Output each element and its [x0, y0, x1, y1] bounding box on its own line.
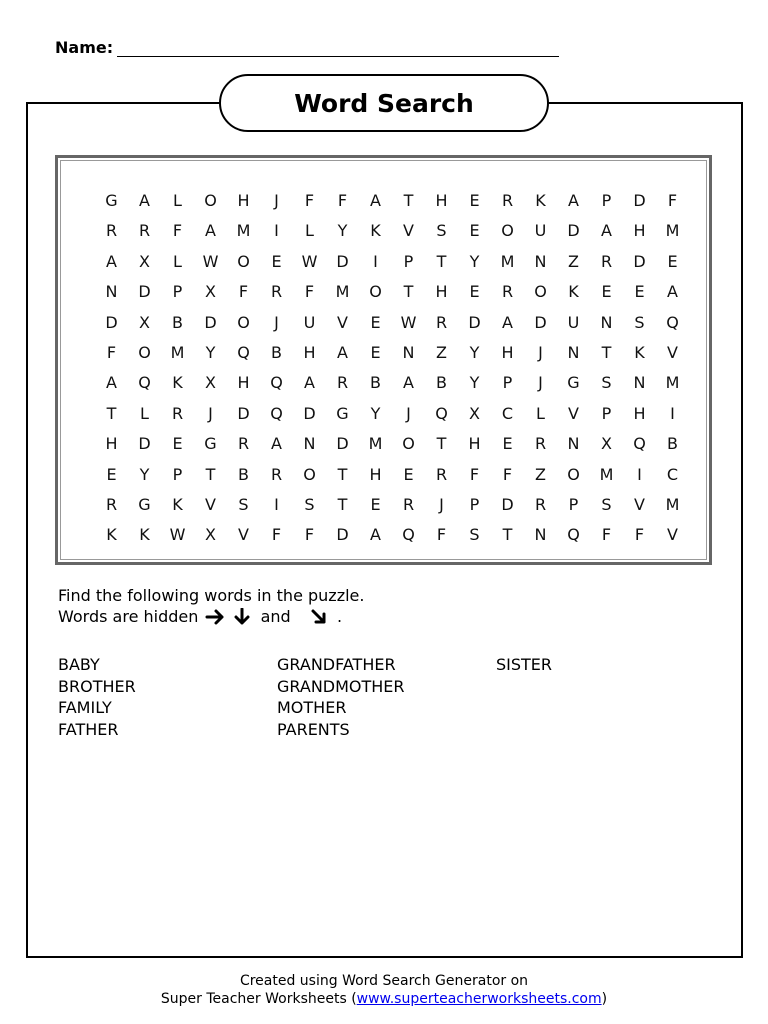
grid-cell[interactable]: E — [469, 282, 480, 302]
grid-cell[interactable]: R — [600, 251, 613, 271]
footer-suffix: ) — [601, 991, 608, 1007]
grid-cell[interactable]: K — [106, 525, 117, 545]
grid-cell[interactable]: D — [138, 282, 151, 302]
grid-cell[interactable]: N — [534, 251, 547, 271]
grid-cell[interactable]: T — [403, 282, 414, 302]
grid-cell[interactable]: J — [538, 342, 543, 362]
grid-cell[interactable]: I — [637, 464, 642, 484]
grid-cell[interactable]: F — [634, 525, 645, 545]
grid-cell[interactable]: M — [236, 221, 251, 241]
name-field — [55, 38, 559, 57]
grid-cell[interactable]: V — [403, 221, 414, 241]
grid-cell[interactable]: P — [601, 403, 612, 423]
grid-cell[interactable]: S — [469, 525, 480, 545]
grid-cell[interactable]: N — [303, 434, 316, 454]
grid-cell[interactable]: Q — [270, 373, 283, 393]
word-list-item: FATHER — [58, 719, 119, 739]
grid-cell[interactable]: Y — [469, 342, 480, 362]
grid-cell[interactable]: U — [567, 312, 580, 332]
grid-cell[interactable]: A — [106, 373, 117, 393]
grid-cell[interactable]: D — [204, 312, 217, 332]
grid-cell[interactable]: Q — [633, 434, 646, 454]
grid-cell[interactable]: R — [105, 494, 118, 514]
grid-cell[interactable]: D — [534, 312, 547, 332]
grid-cell[interactable]: K — [535, 191, 546, 210]
grid-cell[interactable]: F — [667, 191, 678, 210]
grid-cell[interactable]: X — [139, 251, 150, 271]
grid-cell[interactable]: M — [335, 282, 350, 302]
grid-cell[interactable]: W — [202, 251, 219, 271]
grid-cell[interactable]: I — [373, 251, 378, 271]
grid-cell[interactable]: D — [633, 251, 646, 271]
grid-cell[interactable]: C — [666, 464, 679, 484]
grid-cell[interactable]: K — [139, 525, 150, 545]
instructions-and: and — [260, 607, 291, 626]
arrow-right-icon — [205, 608, 227, 626]
grid-cell[interactable]: G — [105, 191, 118, 210]
word-list-column-3 — [496, 654, 552, 676]
grid-cell[interactable]: R — [138, 221, 151, 241]
grid-cell[interactable]: F — [106, 342, 117, 362]
instructions-prefix: Words are hidden — [58, 607, 199, 626]
grid-cell[interactable]: R — [171, 403, 184, 423]
footer-line2 — [0, 990, 768, 1008]
grid-cell[interactable]: F — [436, 525, 447, 545]
grid-cell[interactable]: G — [567, 373, 580, 393]
grid-cell[interactable]: S — [304, 494, 315, 514]
grid-cell[interactable]: F — [304, 525, 315, 545]
grid-cell[interactable]: J — [439, 494, 444, 514]
grid-cell[interactable]: H — [633, 403, 646, 423]
grid-cell[interactable]: Z — [568, 251, 579, 271]
word-list-item: GRANDFATHER — [277, 655, 396, 674]
grid-cell[interactable]: D — [468, 312, 481, 332]
grid-cell[interactable]: F — [304, 282, 315, 302]
instructions-line2 — [58, 606, 364, 627]
grid-cell[interactable]: Y — [370, 403, 381, 423]
grid-cell[interactable]: A — [337, 342, 348, 362]
grid-cell[interactable]: H — [237, 191, 250, 210]
grid-cell[interactable]: Y — [337, 221, 348, 241]
grid-cell[interactable]: H — [303, 342, 316, 362]
grid-cell[interactable]: V — [634, 494, 645, 514]
grid-cell[interactable]: N — [567, 434, 580, 454]
grid-cell[interactable]: Q — [270, 403, 283, 423]
grid-cell[interactable]: D — [138, 434, 151, 454]
grid-cell[interactable]: H — [501, 342, 514, 362]
grid-cell[interactable]: H — [435, 191, 448, 210]
grid-cell[interactable]: P — [403, 251, 414, 271]
grid-cell[interactable]: A — [370, 191, 381, 210]
grid-cell[interactable]: X — [205, 282, 216, 302]
footer — [0, 972, 768, 1008]
grid-cell[interactable]: J — [538, 373, 543, 393]
word-list-column-2 — [277, 654, 405, 740]
name-line[interactable] — [117, 40, 559, 57]
grid-cell[interactable]: O — [402, 434, 415, 454]
grid-cell[interactable]: S — [601, 494, 612, 514]
grid-cell[interactable]: N — [600, 312, 613, 332]
grid-cell[interactable]: H — [435, 282, 448, 302]
grid-cell[interactable]: Z — [436, 342, 447, 362]
grid-cell[interactable]: N — [633, 373, 646, 393]
grid-cell[interactable]: D — [303, 403, 316, 423]
grid-cell[interactable]: E — [469, 191, 480, 210]
grid-cell[interactable]: H — [468, 434, 481, 454]
grid-cell[interactable]: S — [436, 221, 447, 241]
grid-cell[interactable]: D — [237, 403, 250, 423]
grid-cell[interactable]: P — [502, 373, 513, 393]
grid-cell[interactable]: T — [403, 191, 414, 210]
grid-cell[interactable]: O — [138, 342, 151, 362]
grid-cell[interactable]: S — [238, 494, 249, 514]
grid-cell[interactable]: L — [536, 403, 545, 423]
grid-cell[interactable]: T — [436, 434, 447, 454]
grid-cell[interactable]: P — [601, 191, 612, 210]
grid-cell[interactable]: F — [238, 282, 249, 302]
grid-cell[interactable]: V — [238, 525, 249, 545]
grid-cell[interactable]: L — [173, 191, 182, 210]
instructions-suffix: . — [337, 607, 343, 626]
grid-cell[interactable]: P — [568, 494, 579, 514]
grid-cell[interactable]: Y — [205, 342, 216, 362]
grid-cell[interactable]: R — [534, 494, 547, 514]
grid-cell[interactable]: O — [237, 251, 250, 271]
grid-cell[interactable]: E — [667, 251, 678, 271]
grid-cell[interactable]: Q — [237, 342, 250, 362]
grid-cell[interactable]: T — [337, 494, 348, 514]
title-banner — [219, 74, 549, 132]
grid-cell[interactable]: Q — [567, 525, 580, 545]
grid-cell[interactable]: Z — [535, 464, 546, 484]
grid-cell[interactable]: E — [403, 464, 414, 484]
grid-cell[interactable]: G — [336, 403, 349, 423]
grid-cell[interactable]: B — [238, 464, 249, 484]
grid-cell[interactable]: A — [205, 221, 216, 241]
grid-cell[interactable]: R — [237, 434, 250, 454]
grid-cell[interactable]: Q — [435, 403, 448, 423]
grid-cell[interactable]: R — [534, 434, 547, 454]
grid-cell[interactable]: P — [172, 282, 183, 302]
grid-cell[interactable]: X — [469, 403, 480, 423]
grid-cell[interactable]: T — [205, 464, 216, 484]
grid-cell[interactable]: E — [634, 282, 645, 302]
grid-cell[interactable]: K — [634, 342, 645, 362]
grid-cell[interactable]: O — [534, 282, 547, 302]
grid-cell[interactable]: A — [271, 434, 282, 454]
grid-cell[interactable]: F — [304, 191, 315, 210]
grid-cell[interactable]: X — [601, 434, 612, 454]
arrow-down-right-icon — [308, 608, 330, 626]
grid-cell[interactable]: Y — [469, 251, 480, 271]
name-label: Name: — [55, 38, 114, 57]
arrow-down-icon — [231, 608, 253, 626]
grid-cell[interactable]: V — [667, 525, 678, 545]
grid-cell[interactable]: X — [205, 373, 216, 393]
grid-cell[interactable]: X — [205, 525, 216, 545]
grid-cell[interactable]: D — [633, 191, 646, 210]
word-list-column-1 — [58, 654, 136, 740]
grid-cell[interactable]: K — [172, 494, 183, 514]
grid-cell[interactable]: E — [370, 312, 381, 332]
grid-cell[interactable]: M — [170, 342, 185, 362]
grid-cell[interactable]: F — [502, 464, 513, 484]
grid-cell[interactable]: G — [204, 434, 217, 454]
grid-cell[interactable]: E — [172, 434, 183, 454]
grid-cell[interactable]: E — [370, 494, 381, 514]
word-list-item: BABY — [58, 655, 100, 674]
grid-cell[interactable]: R — [270, 282, 283, 302]
grid-cell[interactable]: P — [172, 464, 183, 484]
grid-cell[interactable]: N — [534, 525, 547, 545]
word-list-item: MOTHER — [277, 698, 347, 717]
grid-cell[interactable]: S — [601, 373, 612, 393]
grid-cell[interactable]: O — [303, 464, 316, 484]
grid-cell[interactable]: M — [665, 221, 680, 241]
grid-cell[interactable]: U — [534, 221, 547, 241]
grid-cell[interactable]: B — [172, 312, 183, 332]
grid-cell[interactable]: L — [140, 403, 149, 423]
footer-prefix: Super Teacher Worksheets ( — [160, 991, 357, 1007]
grid-cell[interactable]: B — [370, 373, 381, 393]
instructions-line1: Find the following words in the puzzle. — [58, 586, 365, 605]
grid-cell[interactable]: V — [337, 312, 348, 332]
grid-cell[interactable]: F — [601, 525, 612, 545]
grid-cell[interactable]: A — [502, 312, 513, 332]
grid-cell[interactable]: I — [274, 221, 279, 241]
grid-cell[interactable]: L — [173, 251, 182, 271]
grid-cell[interactable]: S — [634, 312, 645, 332]
grid-cell[interactable]: E — [469, 221, 480, 241]
grid-cell[interactable]: V — [205, 494, 216, 514]
grid-cell[interactable]: U — [303, 312, 316, 332]
grid-cell[interactable]: M — [599, 464, 614, 484]
grid-cell[interactable]: R — [501, 282, 514, 302]
grid-cell[interactable]: J — [208, 403, 213, 423]
word-list-item: GRANDMOTHER — [277, 676, 405, 696]
grid-cell[interactable]: O — [237, 312, 250, 332]
grid-cell[interactable]: D — [105, 312, 118, 332]
grid-cell[interactable]: K — [370, 221, 381, 241]
grid-cell[interactable]: N — [567, 342, 580, 362]
grid-cell[interactable]: G — [138, 494, 151, 514]
grid-cell[interactable]: M — [665, 494, 680, 514]
grid-cell[interactable]: J — [274, 312, 279, 332]
grid-cell[interactable]: M — [368, 434, 383, 454]
grid-cell[interactable]: R — [435, 464, 448, 484]
grid-cell[interactable]: F — [469, 464, 480, 484]
grid-cell[interactable]: C — [501, 403, 514, 423]
grid-cell[interactable]: N — [402, 342, 415, 362]
grid-cell[interactable]: R — [402, 494, 415, 514]
grid-cell[interactable]: A — [139, 191, 150, 210]
grid-cell[interactable]: T — [502, 525, 513, 545]
grid-cell[interactable]: Q — [138, 373, 151, 393]
puzzle-box — [55, 155, 712, 565]
letter-grid — [95, 186, 689, 551]
grid-cell[interactable]: N — [105, 282, 118, 302]
grid-cell[interactable]: I — [670, 403, 675, 423]
grid-cell[interactable]: L — [305, 221, 314, 241]
grid-cell[interactable]: W — [169, 525, 186, 545]
grid-cell[interactable]: M — [500, 251, 515, 271]
grid-cell[interactable]: T — [601, 342, 612, 362]
grid-cell[interactable]: O — [204, 191, 217, 210]
page-title: Word Search — [294, 88, 474, 118]
grid-cell[interactable]: E — [370, 342, 381, 362]
word-list-item: FAMILY — [58, 698, 112, 717]
grid-cell[interactable]: W — [301, 251, 318, 271]
grid-cell[interactable]: F — [271, 525, 282, 545]
grid-cell[interactable]: E — [502, 434, 513, 454]
grid-cell[interactable]: A — [568, 191, 579, 210]
footer-line1: Created using Word Search Generator on — [239, 973, 529, 989]
grid-cell[interactable]: T — [106, 403, 117, 423]
footer-link[interactable]: www.superteacherworksheets.com — [356, 991, 602, 1007]
instructions — [58, 585, 364, 627]
grid-cell[interactable]: J — [274, 191, 279, 210]
grid-cell[interactable]: H — [105, 434, 118, 454]
grid-cell[interactable]: H — [237, 373, 250, 393]
grid-cell[interactable]: V — [667, 342, 678, 362]
word-list-item: PARENTS — [277, 719, 350, 739]
word-list-item: SISTER — [496, 655, 553, 674]
grid-cell[interactable]: D — [336, 434, 349, 454]
grid-cell[interactable]: D — [567, 221, 580, 241]
grid-cell[interactable]: A — [304, 373, 315, 393]
grid-cell[interactable]: D — [501, 494, 514, 514]
grid-cell[interactable]: X — [139, 312, 150, 332]
grid-cell[interactable]: Q — [402, 525, 415, 545]
grid-cell[interactable]: O — [369, 282, 382, 302]
grid-cell[interactable]: R — [270, 464, 283, 484]
grid-cell[interactable]: D — [336, 525, 349, 545]
grid-cell[interactable]: M — [665, 373, 680, 393]
grid-cell[interactable]: K — [172, 373, 183, 393]
grid-cell[interactable]: V — [568, 403, 579, 423]
grid-cell[interactable]: F — [172, 221, 183, 241]
grid-cell[interactable]: O — [567, 464, 580, 484]
grid-cell[interactable]: A — [403, 373, 414, 393]
word-list-item: BROTHER — [58, 676, 136, 696]
grid-cell[interactable]: R — [105, 221, 118, 241]
grid-cell[interactable]: B — [667, 434, 678, 454]
grid-cell[interactable]: D — [336, 251, 349, 271]
grid-cell[interactable]: H — [633, 221, 646, 241]
grid-cell[interactable]: T — [436, 251, 447, 271]
grid-cell[interactable]: J — [406, 403, 411, 423]
grid-cell[interactable]: A — [667, 282, 678, 302]
grid-cell[interactable]: A — [106, 251, 117, 271]
grid-cell[interactable]: H — [369, 464, 382, 484]
grid-cell[interactable]: B — [436, 373, 447, 393]
grid-cell[interactable]: Y — [469, 373, 480, 393]
grid-cell[interactable]: F — [337, 191, 348, 210]
grid-cell[interactable]: R — [501, 191, 514, 210]
grid-cell[interactable]: A — [601, 221, 612, 241]
grid-cell[interactable]: E — [106, 464, 117, 484]
grid-cell[interactable]: W — [400, 312, 417, 332]
grid-cell[interactable]: R — [435, 312, 448, 332]
grid-cell[interactable]: B — [271, 342, 282, 362]
grid-cell[interactable]: K — [568, 282, 579, 302]
grid-cell[interactable]: O — [501, 221, 514, 241]
grid-cell[interactable]: P — [469, 494, 480, 514]
grid-cell[interactable]: Y — [139, 464, 150, 484]
grid-cell[interactable]: I — [274, 494, 279, 514]
grid-cell[interactable]: Q — [666, 312, 679, 332]
grid-cell[interactable]: R — [336, 373, 349, 393]
grid-cell[interactable]: A — [370, 525, 381, 545]
grid-cell[interactable]: E — [271, 251, 282, 271]
grid-cell[interactable]: T — [337, 464, 348, 484]
grid-cell[interactable]: E — [601, 282, 612, 302]
